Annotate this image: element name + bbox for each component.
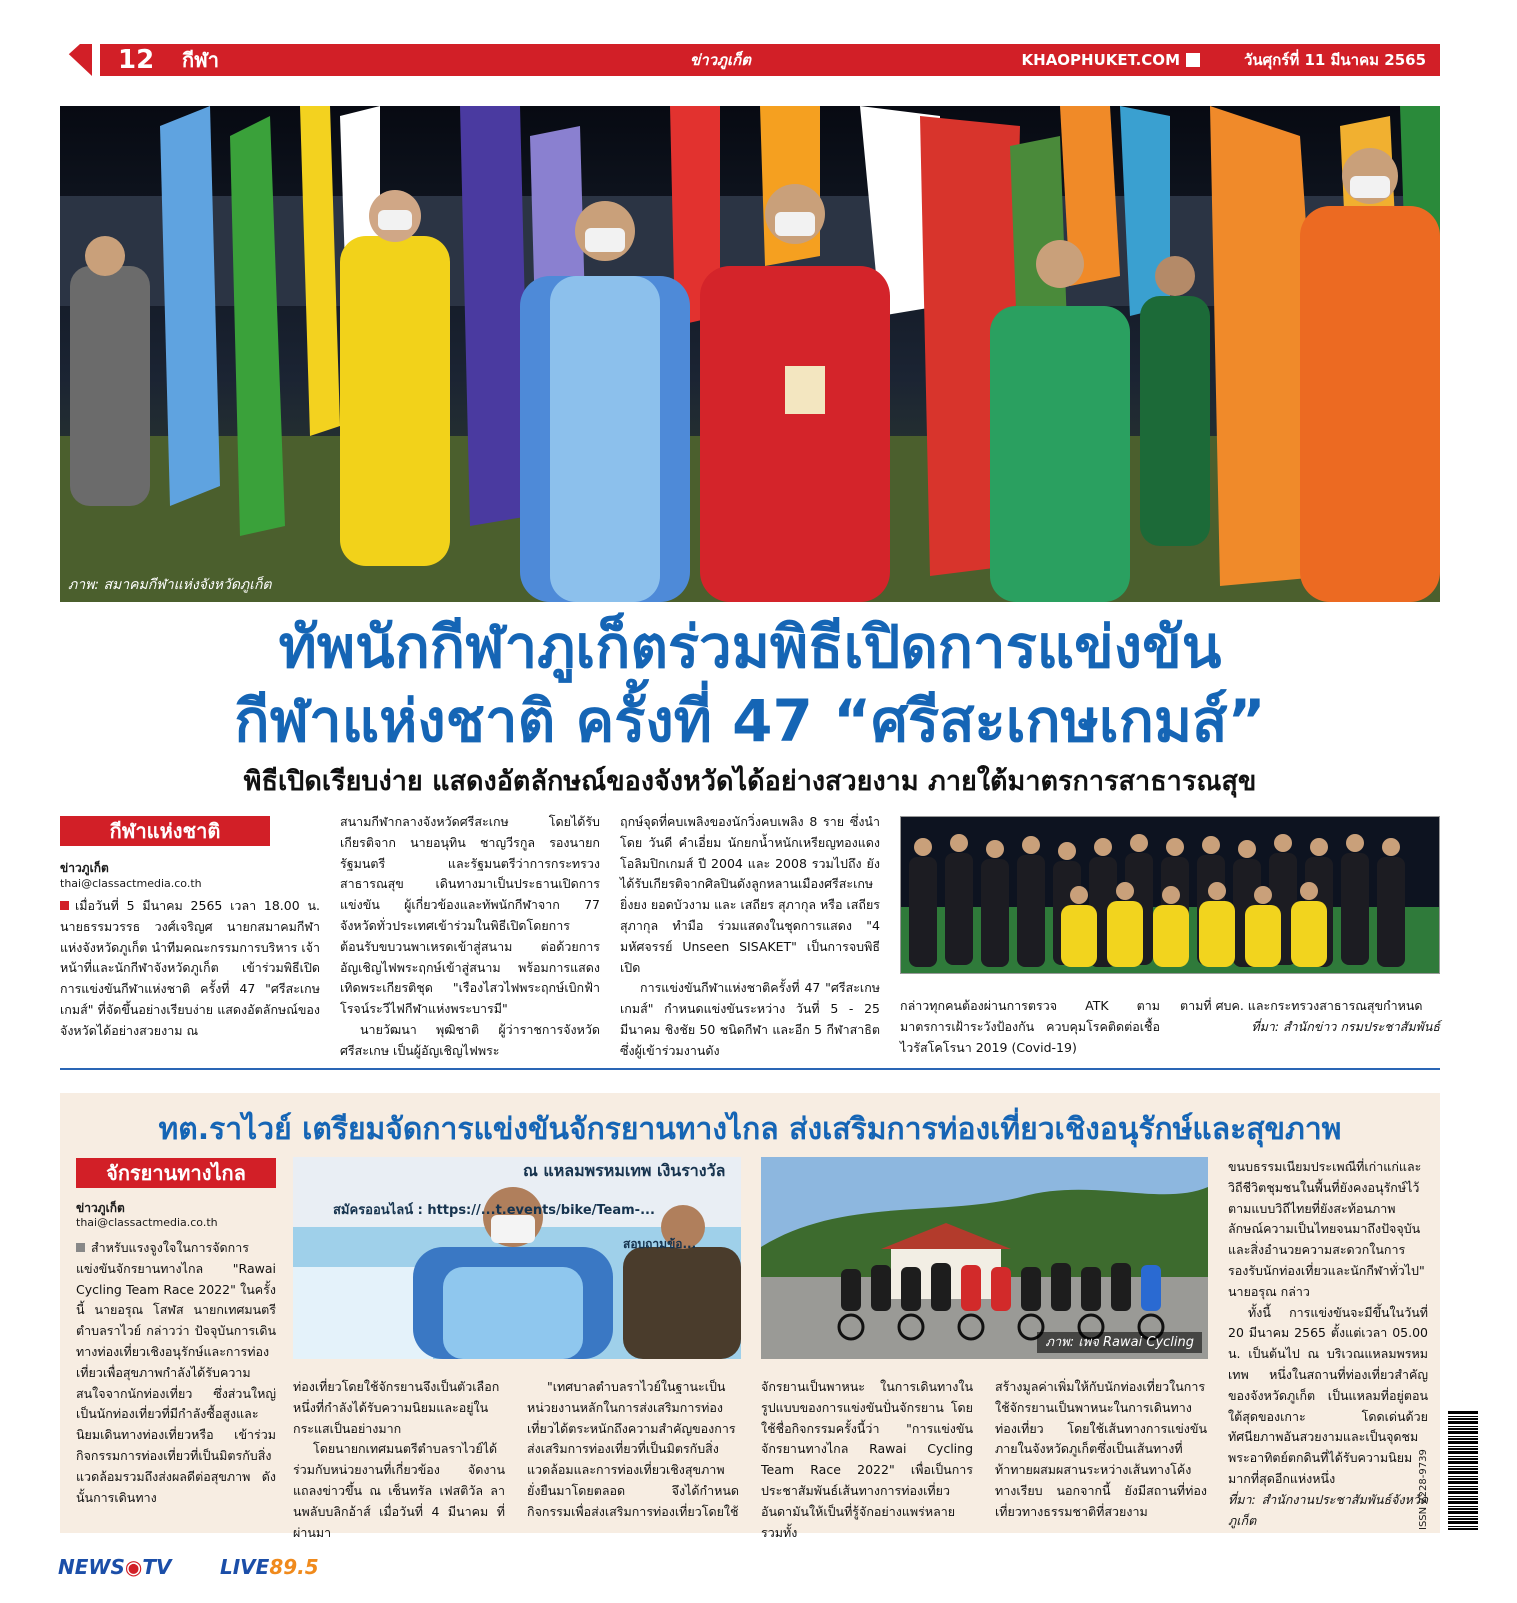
news-logo-dot-icon: ◉ [124, 1555, 143, 1579]
live-radio-logo [220, 1553, 319, 1581]
article1-source: ที่มา: สำนักข่าว กรมประชาสัมพันธ์ [1251, 1018, 1440, 1034]
article2-col1-text: สำหรับแรงจูงใจในการจัดการแข่งขันจักรยานทางไกล "Rawai Cycling Team Race 2022" ในครั้งนี้ นายอรุณ โสฬส นายกเทศมนตรีตำบลราไวย์ กล่าวว่า ปัจจุบันการเดินทางท่องเที่ยวเชิงอนุรักษ์และการท่องเที่ยวเพื่อสุขภาพกำลังได้รับความสนใจจากนักท่องเที่ยว ซึ่งส่วนใหญ่เป็นนักท่องเที่ยวที่มีกำลังซื้อสูงและนิยมเดินทางท่องเที่ยวหรือ เข้าร่วมกิจกรรมการท่องเที่ยวที่เป็นมิตรกับสิ่งแวดล้อมรวมถึงส่งผลดีต่อสุขภาพ ดังนั้นการเดินทาง [76, 1240, 276, 1505]
article1-col1-text: เมื่อวันที่ 5 มีนาคม 2565 เวลา 18.00 น. นายธรรมวรรธ วงศ์เจริญศ นายกสมาคมกีฬาแห่งจังหวัดภูเก็ต นำทีมคณะกรรมการบริหาร เจ้าหน้าที่และนักกีฬาจังหวัดภูเก็ต เข้าร่วมพิธีเปิดการแข่งขันกีฬาแห่งชาติ ครั้งที่ 47 "ศรีสะเกษเกมส์" ที่จัดขึ้นอย่างเรียบง่าย แสดงอัตลักษณ์ของจังหวัดได้อย่างสวยงาม ณ [60, 898, 320, 1038]
photo-credit: ภาพ: สมาคมกีฬาแห่งจังหวัดภูเก็ต [68, 577, 272, 593]
article1-column-5 [1180, 996, 1440, 1038]
article2-section-tag: จักรยานทางไกล [76, 1158, 276, 1188]
separator-square-icon [1186, 53, 1200, 67]
tv-logo-text: TV [142, 1555, 172, 1579]
page-number: 12 [118, 45, 155, 75]
article2-col2b-text: โดยนายกเทศมนตรีตำบลราไวย์ได้ร่วมกับหน่วยงานที่เกี่ยวข้อง จัดงานแถลงข่าวขึ้น ณ เซ็นทรัล เฟสติวัล ลานพลับบลิกอ้าส์ เมื่อวันที่ 4 มีนาคม ที่ผ่านมา [293, 1441, 505, 1540]
article2-column-3 [527, 1377, 739, 1523]
article2-byline: ข่าวภูเก็ต [76, 1201, 125, 1215]
byline: ข่าวภูเก็ต [60, 861, 109, 875]
issn-number: ISSN 2228-9739 [1418, 1449, 1429, 1530]
article2-source: ที่มา: สำนักงานประชาสัมพันธ์จังหวัดภูเก็ต [1228, 1491, 1428, 1528]
article2-headline: ทต.ราไวย์ เตรียมจัดการแข่งขันจักรยานทางไกล ส่งเสริมการท่องเที่ยวเชิงอนุรักษ์และสุขภาพ [158, 1112, 1342, 1147]
article1-column-1 [60, 896, 320, 1042]
article2-column-6 [1228, 1157, 1428, 1531]
article2-column-2 [293, 1377, 505, 1543]
article2-column-1 [76, 1238, 276, 1508]
article1-col5-text: ตามที่ ศบค. และกระทรวงสาธารณสุขกำหนด [1180, 998, 1423, 1013]
section-tag: กีฬาแห่งชาติ [60, 816, 270, 846]
live-logo-freq: 89.5 [269, 1555, 319, 1579]
main-photo [60, 106, 1440, 602]
site-url[interactable]: KHAOPHUKET.COM [1021, 51, 1180, 69]
article2-col6-text: ขนบธรรมเนียมประเพณีที่เก่าแก่และวิถีชีวิตชุมชนในพื้นที่ยังคงอนุรักษ์ไว้ตามแบบวิถีไทยที่ยังสะท้อนภาพลักษณ์ความเป็นไทยจนมาถึงปัจจุบัน และสิ่งอำนวยความสะดวกในการรองรับนักท่องเที่ยวและนักกีฬาทั่วไป" นายอรุณ กล่าว [1228, 1159, 1425, 1299]
bullet-icon [76, 1243, 85, 1252]
section-name: กีฬา [182, 48, 220, 72]
issue-date: วันศุกร์ที่ 11 มีนาคม 2565 [1244, 51, 1426, 69]
header-bar [100, 44, 1440, 76]
article1-col3b-text: การแข่งขันกีฬาแห่งชาติครั้งที่ 47 "ศรีสะเกษเกมส์" กำหนดแข่งขันระหว่าง วันที่ 5 - 25 มีนาคม ชิงชัย 50 ชนิดกีฬา และอีก 5 กีฬาสาธิต ซึ่งผู้เข้าร่วมงานดัง [620, 980, 880, 1058]
article2-col3-text: "เทศบาลตำบลราไวย์ในฐานะเป็นหน่วยงานหลักในการส่งเสริมการท่องเที่ยวได้ตระหนักถึงความสำคัญของการส่งเสริมการท่องเที่ยวที่เป็นมิตรกับสิ่งแวดล้อมและการท่องเที่ยวเชิงสุขภาพยั่งยืนมาโดยตลอด จึงได้กำหนดกิจกรรมเพื่อส่งเสริมการท่องเที่ยวโดยใช้ [527, 1379, 739, 1519]
press-banner-url: สมัครออนไลน์ : https://...t.events/bike/Team-... [333, 1203, 655, 1218]
live-logo-text: LIVE [220, 1555, 270, 1579]
article1-column-3 [620, 812, 880, 1062]
headline-line-2: กีฬาแห่งชาติ ครั้งที่ 47 “ศรีสะเกษเกมส์” [234, 687, 1266, 755]
cyclists-illustration [761, 1157, 1208, 1359]
issn-barcode [1448, 1410, 1478, 1530]
masthead-logo: ข่าวภูเก็ต [690, 51, 751, 69]
headline [60, 610, 1440, 758]
subheadline: พิธีเปิดเรียบง่าย แสดงอัตลักษณ์ของจังหวัดได้อย่างสวยงาม ภายใต้มาตรการสาธารณสุข [243, 766, 1257, 797]
press-banner-title: ณ แหลมพรหมเทพ เงินรางวัล [523, 1161, 726, 1180]
article2-author-email[interactable]: thai@classactmedia.co.th [76, 1216, 218, 1229]
article1-col4-text: กล่าวทุกคนต้องผ่านการตรวจ ATK ตามมาตรการเฝ้าระวังป้องกัน ควบคุมโรคติดต่อเชื้อไวรัสโคโรนา 2019 (Covid-19) [900, 998, 1160, 1055]
bullet-icon [60, 901, 69, 910]
news-logo-text: NEWS [58, 1555, 125, 1579]
article2-col5-text: สร้างมูลค่าเพิ่มให้กับนักท่องเที่ยวในการใช้จักรยานเป็นพาหนะในการเดินทางท่องเที่ยว โดยใช้เส้นทางการแข่งขันภายในจังหวัดภูเก็ตซึ่งเป็นเส้นทางที่ท้าทายผสมผสานระหว่างเส้นทางโค้ง ทางเรียบ นอกจากนี้ ยังมีสถานที่ท่องเที่ยวทางธรรมชาติที่สวยงาม [995, 1379, 1207, 1519]
article1-col2-text: สนามกีฬากลางจังหวัดศรีสะเกษ โดยได้รับ เกียรติจาก นายอนุทิน ชาญวีรกูล รองนายกรัฐมนตรี และรัฐมนตรีว่าการกระทรวงสาธารณสุข เดินทางมาเป็นประธานเปิดการแข่งขัน ผู้เกี่ยวข้องและทัพนักกีฬาจาก 77 จังหวัดทั่วประเทศเข้าร่วมในพิธีเปิดโดยการต้อนรับขบวนพาเหรดเข้าสู่สนาม ต่อด้วยการอัญเชิญไฟพระฤกษ์เข้าสู่สนาม พร้อมการแสดงเทิดพระเกียรติชุด "เรืองไสวไฟพระฤกษ์เบิกฟ้า โรจน์ระวีไฟกีฬาแห่งพระบารมี" [340, 814, 600, 1017]
article1-column-2 [340, 812, 600, 1062]
flag-bearers-illustration [60, 106, 1440, 602]
news-tv-logo [58, 1553, 171, 1581]
cyclists-photo-credit: ภาพ: เพจ Rawai Cycling [1037, 1332, 1202, 1353]
press-conference-photo [293, 1157, 741, 1359]
headline-line-1: ทัพนักกีฬาภูเก็ตร่วมพิธีเปิดการแข่งขัน [278, 613, 1222, 681]
cyclists-photo [761, 1157, 1208, 1359]
barcode-icon [1448, 1410, 1478, 1530]
section-divider [60, 1068, 1440, 1070]
article2-column-5 [995, 1377, 1207, 1523]
article1-col3-text: ฤกษ์จุดที่คบเพลิงของนักวิ่งคบเพลิง 8 ราย ซึ่งนำโดย วันดี คำเอี่ยม นักยกน้ำหนักเหรียญทองแดง โอลิมปิกเกมส์ ปี 2004 และ 2008 รวมไปถึง ยังได้รับเกียรติจากศิลปินดังลูกหลานเมืองศรีสะเกษ ยิ่งยง ยอดบัวงาม และ เสถียร สุภากุล หรือ เสถียร สุภากุล ทำมือ ร่วมแสดงในชุดการแสดง "4 มหัศจรรย์ Unseen SISAKET" เป็นการจบพิธีเปิด [620, 814, 880, 975]
article2-col6b-text: ทั้งนี้ การแข่งขันจะมีขึ้นในวันที่ 20 มีนาคม 2565 ตั้งแต่เวลา 05.00 น. เป็นต้นไป ณ บริเวณแหลมพรหมเทพ หนึ่งในสถานที่ท่องเที่ยวสำคัญของจังหวัดภูเก็ต เป็นแหลมที่อยู่ตอนใต้สุดของเกาะ โดดเด่นด้วยทัศนียภาพอันสวยงามและเป็นจุดชมพระอาทิตย์ตกดินที่ได้รับความนิยมมากที่สุดอีกแห่งหนึ่ง [1228, 1304, 1428, 1486]
press-banner-note: สอบถามข้อ... [623, 1237, 697, 1251]
article1-column-4 [900, 996, 1160, 1058]
article2-col2-text: ท่องเที่ยวโดยใช้จักรยานจึงเป็นตัวเลือกหนึ่งที่กำลังได้รับความนิยมและอยู่ในกระแสเป็นอย่างมาก [293, 1379, 500, 1436]
article1-col2b-text: นายวัฒนา พุฒิชาติ ผู้ว่าราชการจังหวัดศรีสะเกษ เป็นผู้อัญเชิญไฟพระ [340, 1021, 600, 1058]
article2-column-4 [761, 1377, 973, 1543]
press-conference-illustration [293, 1157, 741, 1359]
group-photo-illustration [901, 817, 1440, 974]
author-email[interactable]: thai@classactmedia.co.th [60, 877, 202, 890]
article2-col4-text: จักรยานเป็นพาหนะ ในการเดินทางในรูปแบบของการแข่งขันปั่นจักรยาน โดยใช้ชื่อกิจกรรมครั้งนี้ว่า "การแข่งขันจักรยานทางไกล Rawai Cycling Team Race 2022" เพื่อเป็นการประชาสัมพันธ์เส้นทางการท่องเที่ยวอันดามันให้เป็นที่รู้จักอย่างแพร่หลาย รวมทั้ง [761, 1379, 973, 1540]
group-photo [900, 816, 1440, 974]
